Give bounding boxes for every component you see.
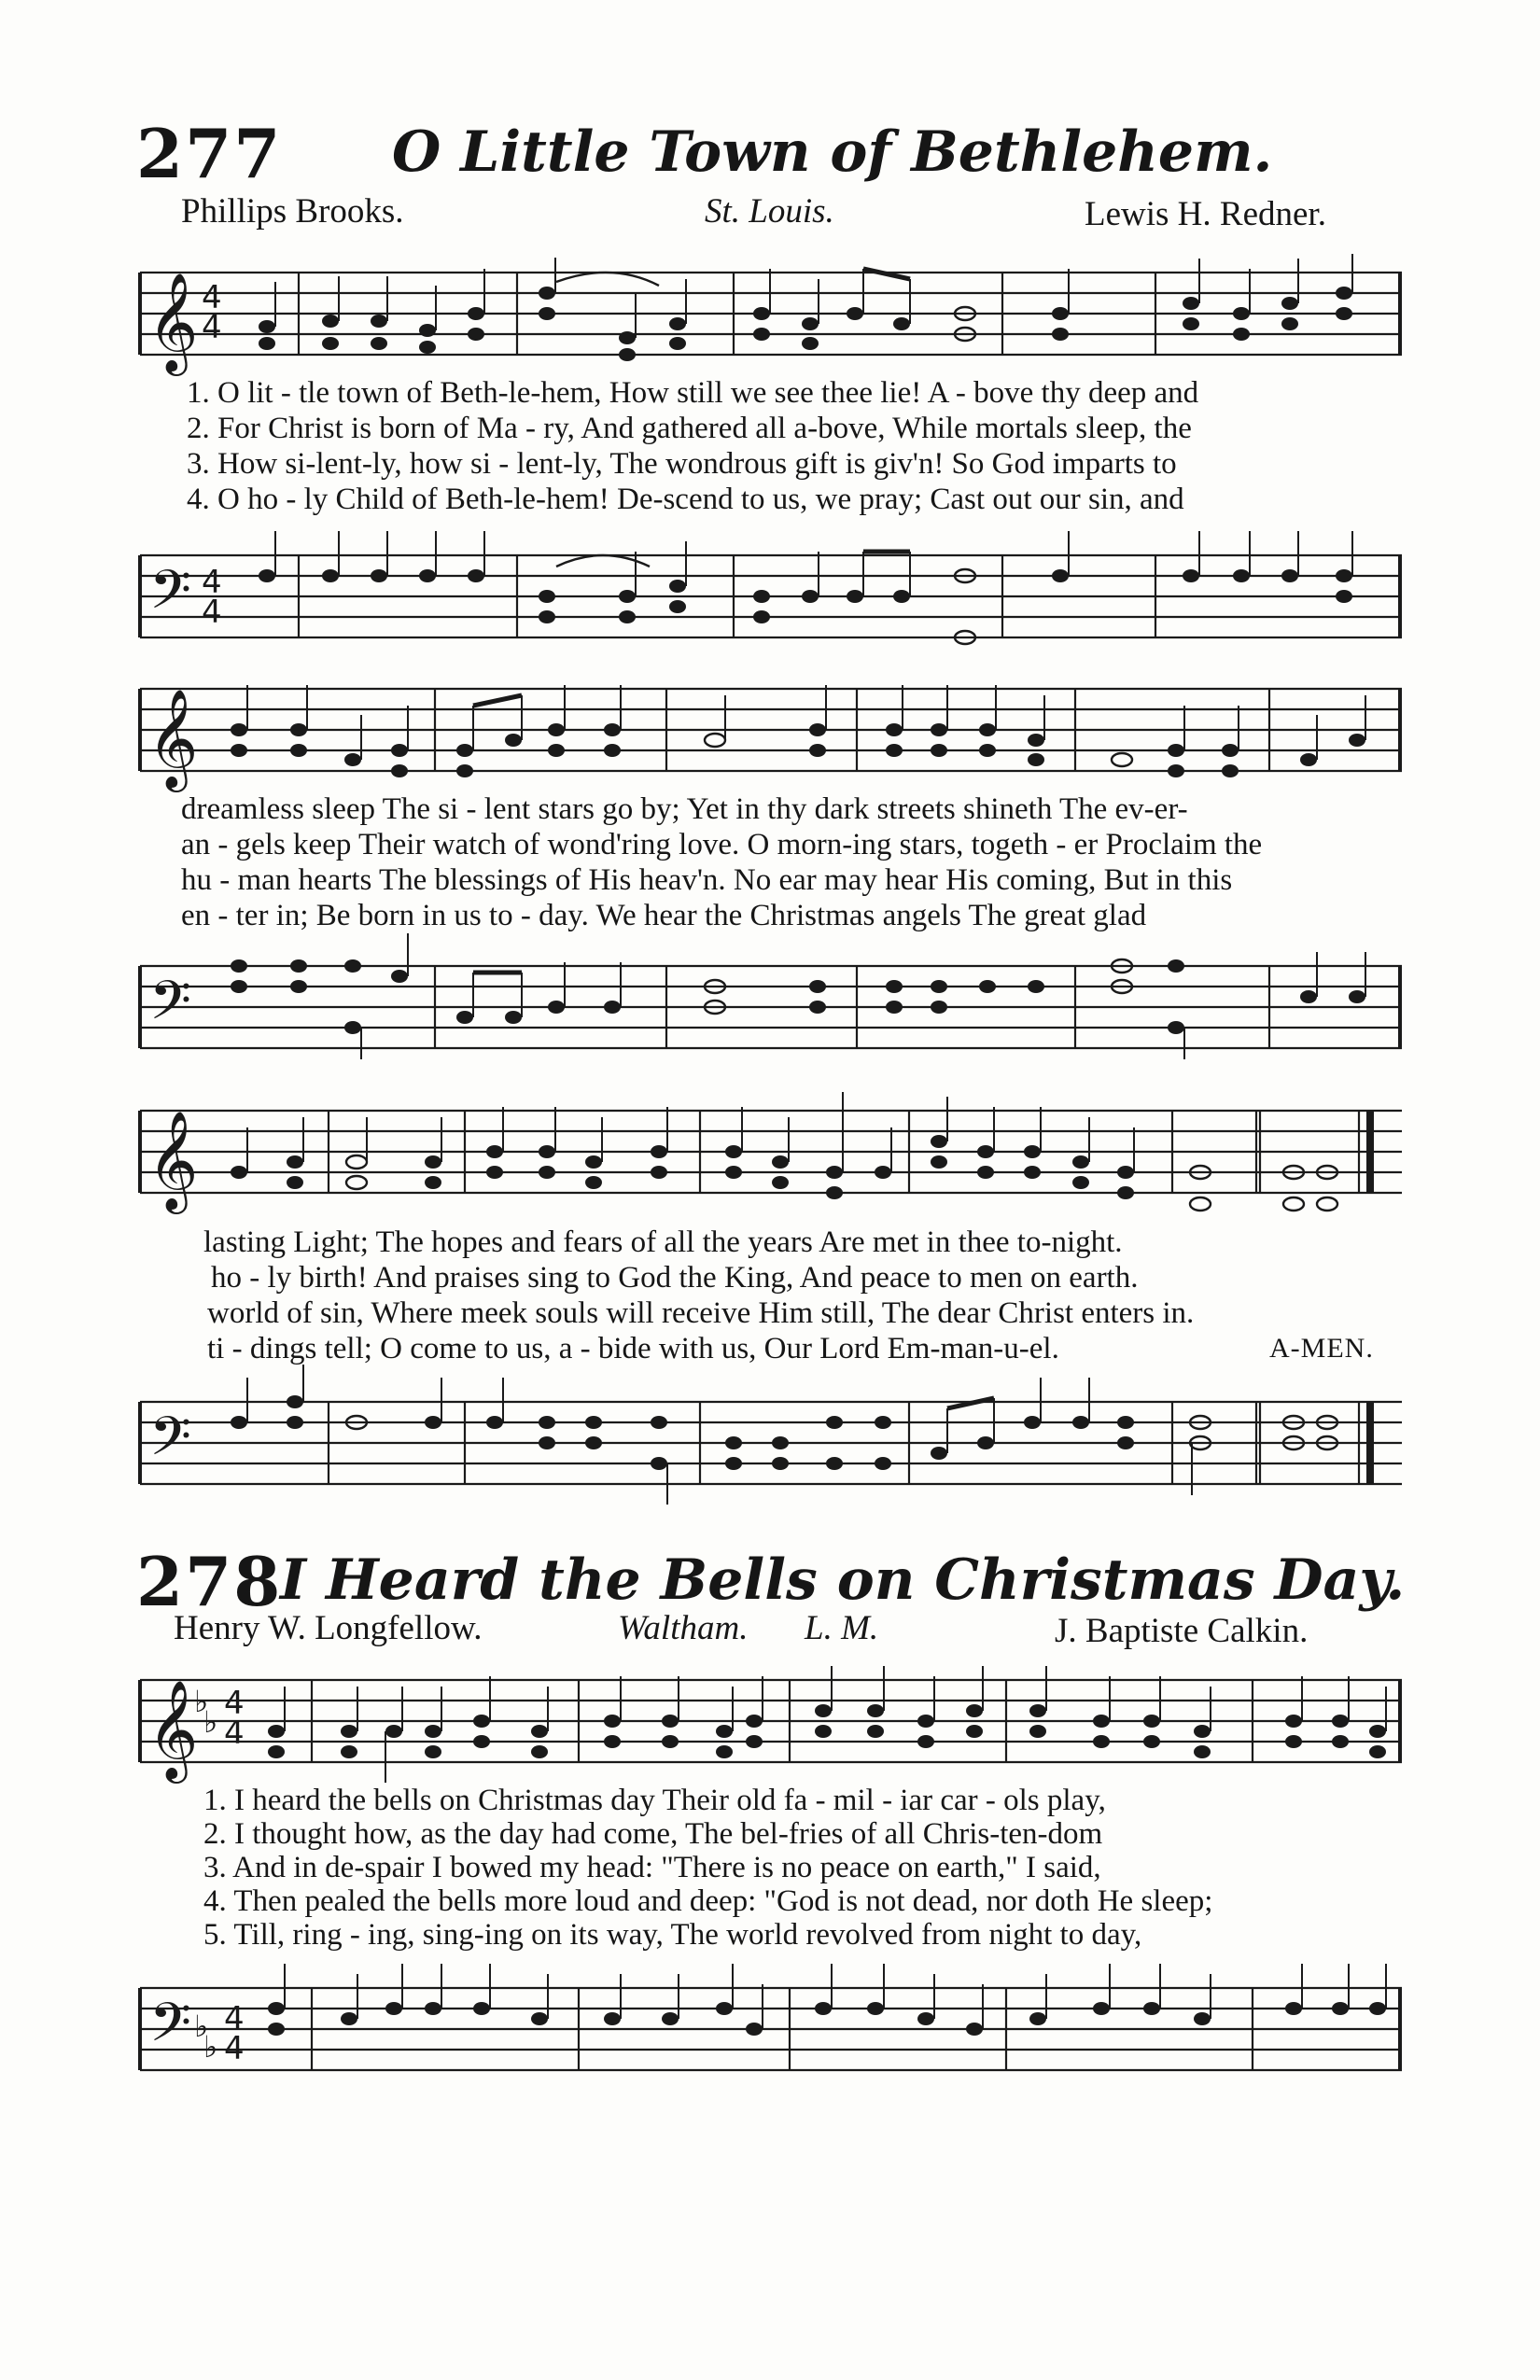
hymn-277-number: 277 <box>136 114 283 193</box>
svg-text:4: 4 <box>224 2000 245 2037</box>
svg-text:𝄞: 𝄞 <box>147 1110 199 1210</box>
hymn-277-composer: Lewis H. Redner. <box>1085 195 1326 233</box>
svg-text:♭: ♭ <box>203 2029 218 2065</box>
hymn-277-s3-verse-4: ti - dings tell; O come to us, a - bide with us, Our Lord Em-man-u-el. <box>207 1332 1059 1365</box>
svg-text:♭: ♭ <box>203 1704 218 1740</box>
hymn-277-s3-verse-3: world of sin, Where meek souls will receive Him still, The dear Christ enters in. <box>207 1296 1195 1330</box>
svg-text:4: 4 <box>202 309 222 346</box>
hymn-277-s2-verse-3: hu - man hearts The blessings of His heav'n. No ear may hear His coming, But in this <box>181 863 1233 897</box>
svg-text:4: 4 <box>202 564 222 601</box>
hymn-278-verse-5: 5. Till, ring - ing, sing-ing on its way, The world revolved from night to day, <box>203 1918 1142 1952</box>
hymn-277-s1-verse-3: 3. How si-lent-ly, how si - lent-ly, The wondrous gift is giv'n! So God imparts to <box>187 447 1177 481</box>
hymn-277-s1-verse-4: 4. O ho - ly Child of Beth-le-hem! De-scend to us, we pray; Cast out our sin, and <box>187 483 1184 516</box>
hymn-277-title: O Little Town of Bethlehem. <box>392 119 1273 185</box>
hymn-277-s3-treble-staff <box>136 1083 1406 1241</box>
hymn-278-verse-4: 4. Then pealed the bells more loud and deep: "God is not dead, nor doth He sleep; <box>203 1884 1213 1918</box>
svg-text:𝄢: 𝄢 <box>149 1991 192 2067</box>
hymn-277-s3-bass-staff <box>136 1365 1406 1523</box>
svg-text:𝄢: 𝄢 <box>149 969 192 1045</box>
svg-text:4: 4 <box>202 594 222 631</box>
svg-text:4: 4 <box>224 2030 245 2067</box>
hymn-278-verse-3: 3. And in de-spair I bowed my head: "There is no peace on earth," I said, <box>203 1851 1101 1884</box>
hymn-278-bass-staff <box>136 1951 1406 2109</box>
hymn-278-number: 278 <box>136 1542 283 1621</box>
svg-text:4: 4 <box>224 1685 245 1722</box>
hymn-277-s1-verse-2: 2. For Christ is born of Ma - ry, And gathered all a-bove, While mortals sleep, the <box>187 412 1192 445</box>
hymn-278-tune: Waltham. <box>618 1609 749 1647</box>
svg-text:𝄞: 𝄞 <box>147 688 199 788</box>
hymn-278-title: I Heard the Bells on Christmas Day. <box>280 1547 1406 1613</box>
svg-text:𝄞: 𝄞 <box>147 272 199 371</box>
hymn-278-composer: J. Baptiste Calkin. <box>1055 1612 1309 1650</box>
hymn-277-s2-verse-4: en - ter in; Be born in us to - day. We hear the Christmas angels The great glad <box>181 899 1147 932</box>
hymn-278-verse-1: 1. I heard the bells on Christmas day Their old fa - mil - iar car - ols play, <box>203 1784 1106 1817</box>
hymn-277-s3-verse-1: lasting Light; The hopes and fears of all the years Are met in thee to-night. <box>203 1225 1123 1259</box>
svg-text:♭: ♭ <box>194 2009 209 2044</box>
hymn-277-s1-bass-staff <box>136 518 1406 677</box>
hymn-278-author: Henry W. Longfellow. <box>174 1609 483 1647</box>
svg-text:𝄞: 𝄞 <box>147 1679 199 1779</box>
hymn-278-verse-2: 2. I thought how, as the day had come, The bel-fries of all Chris-ten-dom <box>203 1817 1103 1851</box>
svg-text:4: 4 <box>202 279 222 316</box>
svg-text:𝄢: 𝄢 <box>149 558 192 635</box>
hymn-277-s3-verse-2: ho - ly birth! And praises sing to God the King, And peace to men on earth. <box>211 1261 1139 1295</box>
svg-text:𝄢: 𝄢 <box>149 1405 192 1481</box>
hymn-277-s2-verse-1: dreamless sleep The si - lent stars go by; Yet in thy dark streets shineth The ev-er- <box>181 792 1188 826</box>
hymn-277-author: Phillips Brooks. <box>181 192 404 231</box>
hymn-277-s1-verse-1: 1. O lit - tle town of Beth-le-hem, How still we see thee lie! A - bove thy deep and <box>187 376 1199 410</box>
hymn-277-s2-bass-staff <box>136 929 1406 1087</box>
hymn-278-meter: L. M. <box>805 1609 879 1647</box>
svg-text:♭: ♭ <box>194 1684 209 1719</box>
hymn-277-s2-verse-2: an - gels keep Their watch of wond'ring love. O morn-ing stars, togeth - er Proclaim the <box>181 828 1263 861</box>
hymn-277-tune: St. Louis. <box>705 192 834 231</box>
amen-label: A-MEN. <box>1269 1333 1374 1364</box>
svg-text:4: 4 <box>224 1715 245 1752</box>
